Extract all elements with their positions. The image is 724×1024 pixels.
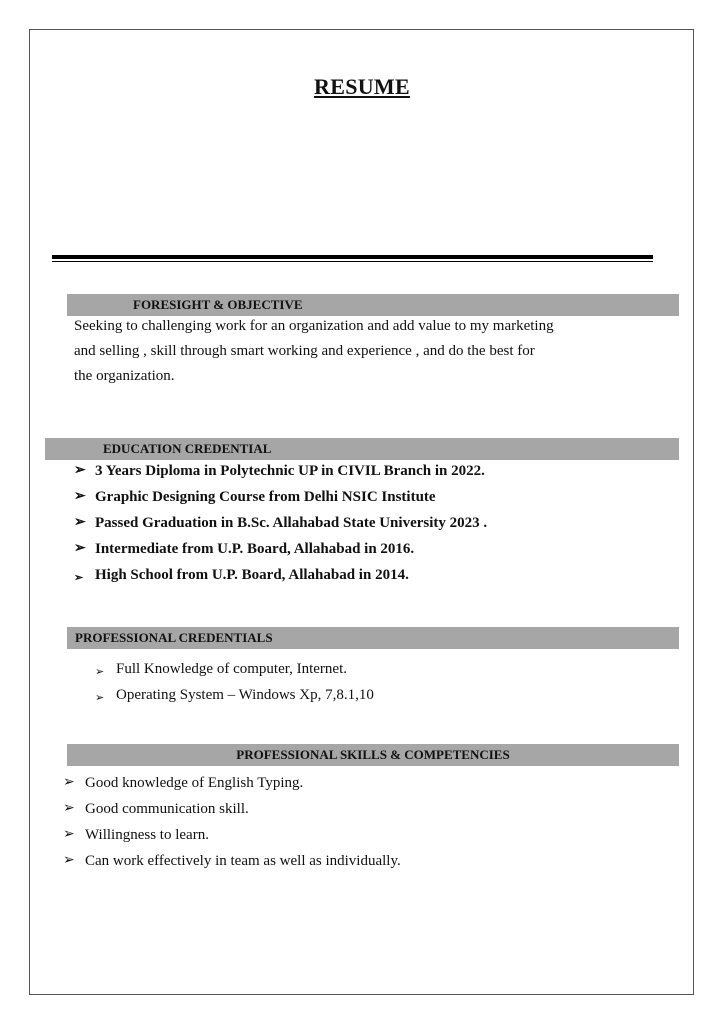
objective-heading: FORESIGHT & OBJECTIVE	[67, 294, 679, 316]
education-item: ➢ High School from U.P. Board, Allahabad in 2014.	[74, 562, 487, 588]
arrow-bullet-icon: ➢	[63, 827, 75, 842]
arrow-bullet-icon: ➢	[74, 463, 86, 478]
arrow-bullet-icon: ➢	[74, 489, 86, 504]
objective-text	[74, 314, 674, 389]
header-divider-thick	[52, 255, 653, 259]
arrow-bullet-icon: ➢	[95, 692, 105, 704]
skills-item: ➢ Willingness to learn.	[63, 822, 401, 848]
professional-heading: PROFESSIONAL CREDENTIALS	[67, 627, 679, 649]
arrow-bullet-icon: ➢	[63, 801, 75, 816]
skills-item: ➢ Can work effectively in team as well as individually.	[63, 848, 401, 874]
education-item: ➢ Graphic Designing Course from Delhi NSIC Institute	[74, 484, 487, 510]
professional-item: ➢ Operating System – Windows Xp, 7,8.1,10	[95, 682, 374, 708]
arrow-bullet-icon: ➢	[74, 572, 84, 584]
objective-line: the organization.	[74, 368, 175, 384]
resume-title: RESUME	[314, 74, 410, 99]
arrow-bullet-icon: ➢	[95, 666, 105, 678]
objective-line: and selling , skill through smart working and experience , and do the best for	[74, 343, 535, 359]
professional-list	[95, 656, 374, 708]
professional-item: ➢ Full Knowledge of computer, Internet.	[95, 656, 374, 682]
skills-item: ➢ Good communication skill.	[63, 796, 401, 822]
education-item: ➢ Intermediate from U.P. Board, Allahabad in 2016.	[74, 536, 487, 562]
education-item: ➢ 3 Years Diploma in Polytechnic UP in CIVIL Branch in 2022.	[74, 458, 487, 484]
objective-line: Seeking to challenging work for an organization and add value to my marketing	[74, 318, 554, 334]
skills-heading: PROFESSIONAL SKILLS & COMPETENCIES	[67, 744, 679, 766]
header-divider-thin	[52, 261, 653, 262]
education-item: ➢ Passed Graduation in B.Sc. Allahabad State University 2023 .	[74, 510, 487, 536]
arrow-bullet-icon: ➢	[74, 541, 86, 556]
arrow-bullet-icon: ➢	[63, 775, 75, 790]
skills-item: ➢ Good knowledge of English Typing.	[63, 770, 401, 796]
skills-list	[63, 770, 401, 874]
arrow-bullet-icon: ➢	[74, 515, 86, 530]
education-heading: EDUCATION CREDENTIAL	[45, 438, 679, 460]
education-list	[74, 458, 487, 588]
arrow-bullet-icon: ➢	[63, 853, 75, 868]
